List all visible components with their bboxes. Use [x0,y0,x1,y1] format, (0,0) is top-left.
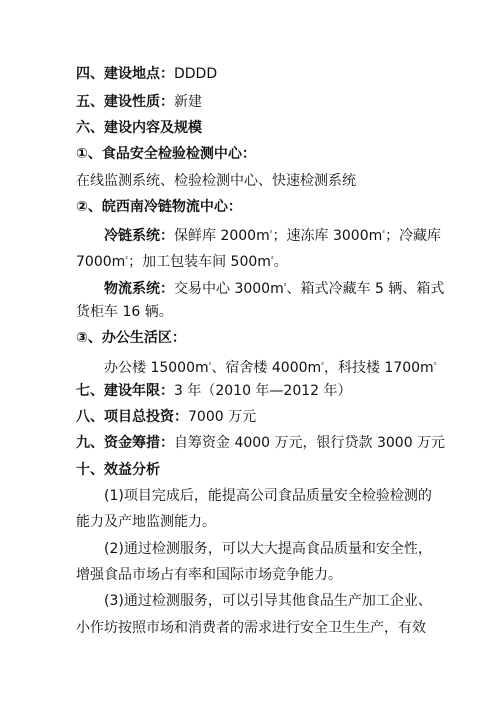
unit-superscript: ² [125,255,129,263]
unit-superscript: ² [270,255,274,263]
section-9-value: 自筹资金 4000 万元，银行贷款 3000 万元 [174,435,446,451]
section-4-value: DDDD [174,66,218,82]
office-text-c: ，科技楼 1700m [323,360,434,376]
item-2-title: ②、皖西南冷链物流中心： [76,199,242,215]
cold-chain-text-c: ；冷藏库 [385,228,442,244]
cold-chain-text-a: 保鲜库 2000m [174,228,270,244]
benefit-2-line-1: (2)通过检测服务，可以大大提高食品质量和安全性， [104,541,432,557]
section-5-value: 新建 [174,94,202,110]
section-5-nature [76,92,202,112]
office-text-a: 办公楼 15000m [104,360,209,376]
section-7-value: 3 年（2010 年—2012 年） [174,383,352,399]
unit-superscript: ² [382,229,386,237]
cold-chain-text-e: ；加工包装车间 500m [128,254,271,270]
benefit-1-line-2: 能力及产地监测能力。 [76,514,216,530]
cold-chain-label: 冷链系统： [104,228,174,244]
section-9-label: 九、资金筹措： [76,435,174,451]
cold-chain-line-2 [76,249,288,272]
item-3-content [104,355,437,378]
item-3-title: ③、办公生活区： [76,330,186,346]
unit-superscript: ² [269,229,273,237]
office-text-b: 、宿舍楼 4000m [211,360,322,376]
unit-superscript: ² [208,361,212,369]
benefit-3-line-1: (3)通过检测服务，可以引导其他食品生产加工企业、 [104,593,432,609]
logistics-label: 物流系统： [104,281,174,297]
section-4-location [76,64,217,84]
section-6-heading: 六、建设内容及规模 [76,120,202,136]
section-8-label: 八、项目总投资： [76,409,188,425]
benefit-1-line-1: (1)项目完成后，能提高公司食品质量安全检验检测的 [104,488,432,504]
logistics-text-a: 交易中心 3000m [174,281,284,297]
section-7-label: 七、建设年限： [76,383,174,399]
section-10-heading: 十、效益分析 [76,462,160,478]
item-1-content: 在线监测系统、检验检测中心、快速检测系统 [76,173,356,189]
cold-chain-text-d: 7000m [76,254,126,270]
cold-chain-text-f: 。 [273,254,288,270]
section-7-period [76,381,352,401]
cold-chain-line-1 [104,223,441,246]
section-5-label: 五、建设性质： [76,94,174,110]
logistics-line-1 [104,276,444,299]
unit-superscript: ² [433,361,437,369]
cold-chain-text-b: ；速冻库 3000m [272,228,383,244]
logistics-text-b: 、箱式冷藏车 5 辆、箱式 [286,281,445,297]
benefit-2-line-2: 增强食品市场占有率和国际市场竞争能力。 [76,567,342,583]
section-9-funding [76,433,445,453]
benefit-3-line-2: 小作坊按照市场和消费者的需求进行安全卫生生产，有效 [76,620,426,636]
item-1-title: ①、食品安全检验检测中心： [76,146,256,162]
section-8-value: 7000 万元 [188,409,257,425]
section-8-investment [76,407,256,427]
unit-superscript: ² [321,361,324,369]
logistics-line-2: 货柜车 16 辆。 [76,304,173,320]
unit-superscript: ² [283,282,287,290]
section-4-label: 四、建设地点： [76,66,174,82]
